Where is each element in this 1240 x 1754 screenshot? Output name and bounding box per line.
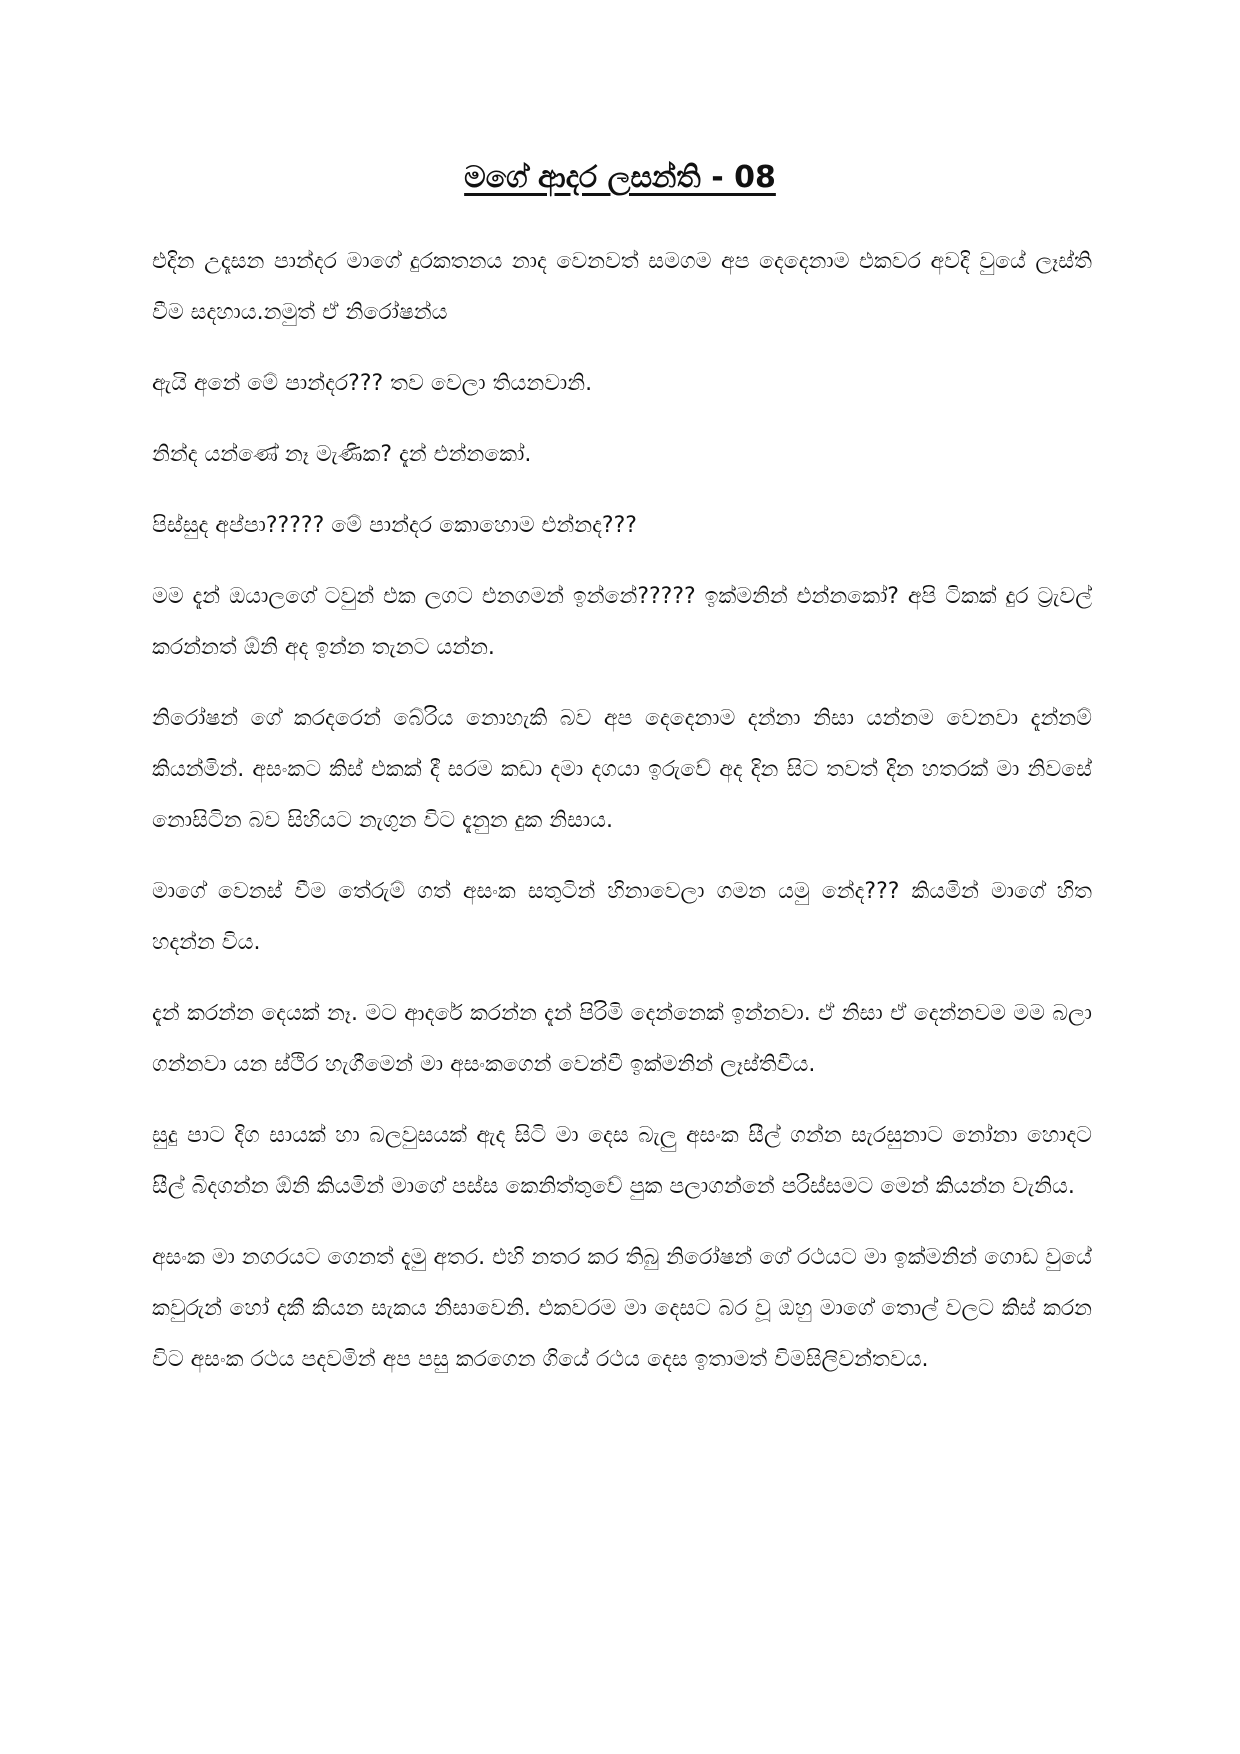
page-title-text: මගේ ආදර ලසන්ති - 08 (464, 160, 776, 195)
paragraph-6: නිරෝෂන් ගේ කරදරෙන් බේරිය නොහැකි බව අප දෙදෙනාම දන්නා නිසා යන්නම වෙනවා දැන්නම් කියන්මින්. අසංකට කිස් එකක් දී සරම කඩා දමා දගයා ඉරුවේ අද දින සිට තවත් දින හතරක් මා නිවසේ නොසිටින බව සිහියට නැගුන විට දැනුන දුක නිසාය. (152, 706, 1092, 833)
paragraph-4: පිස්සුද අප්පා????? මේ පාන්දර කොහොම එන්නද??? (152, 513, 637, 538)
paragraph-1: එදින උදෑසන පාන්දර මාගේ දුරකතනය නාද වෙනවත් සමගම අප දෙදෙනාම එකවර අවදි වුයේ ලෑස්ති වීම සදහාය.නමුත් ඒ නිරෝෂන්ය (152, 249, 1092, 325)
paragraph-7: මාගේ වෙනස් වීම තේරුම් ගත් අසංක සතුටින් හිනාවෙලා ගමන යමු නේද??? කියමින් මාගේ හිත හදන්න විය. (152, 879, 1092, 955)
paragraph-5: මම දැන් ඔයාලගේ ටවුන් එක ලගට එනගමන් ඉන්නේ????? ඉක්මනින් එන්නකෝ? අපි ටිකක් දුර ට්‍රැවල් කරන්නත් ඕනි අද ඉන්න තැනට යන්න. (152, 584, 1092, 660)
paragraph-3: නින්ද යන්ණේ නෑ මැණික? දැන් එන්නකෝ. (152, 442, 532, 467)
paragraph-10: අසංක මා නගරයට ගෙනත් දැමු අතර. එහි නතර කර තිබු නිරෝෂන් ගේ රථයට මා ඉක්මනින් ගොඩ වුයේ කවුරුන් හෝ දකී කියන සැකය නිසාවෙනි. එකවරම මා දෙසට බර වූ ඔහු මාගේ තොල් වලට කිස් කරන විට අසංක රථය පදවමින් අප පසු කරගෙන ගියේ රථය දෙස ඉතාමත් විමසිලිවන්තවය. (152, 1245, 1092, 1372)
paragraph-2: ඇයි අනේ මේ පාන්දර??? තව වෙලා තියනවානි. (152, 371, 593, 396)
paragraph-8: දැන් කරන්න දෙයක් නෑ. මට ආදරේ කරන්න දැන් පිරිමි දෙන්නෙක් ඉන්නවා. ඒ නිසා ඒ දෙන්නවම මම බලා ගන්නවා යන ස්ථිර හැගීමෙන් මා අසංකගෙන් වෙන්වී ඉක්මනින් ලෑස්තිවීය. (152, 1001, 1092, 1077)
page-title (0, 158, 1240, 198)
document-body (152, 236, 1092, 1405)
paragraph-9: සුදු පාට දිග සායක් හා බලවුසයක් ඇද සිටි මා දෙස බැලු අසංක සීල් ගන්න සැරසුනාට නෝනා හොදට සීල් බිදගන්න ඕනි කියමින් මාගේ පස්ස කෙනිත්තුවේ පුක පලාගන්නේ පරිස්සමට මෙන් කියන්න වැනිය. (152, 1123, 1092, 1199)
